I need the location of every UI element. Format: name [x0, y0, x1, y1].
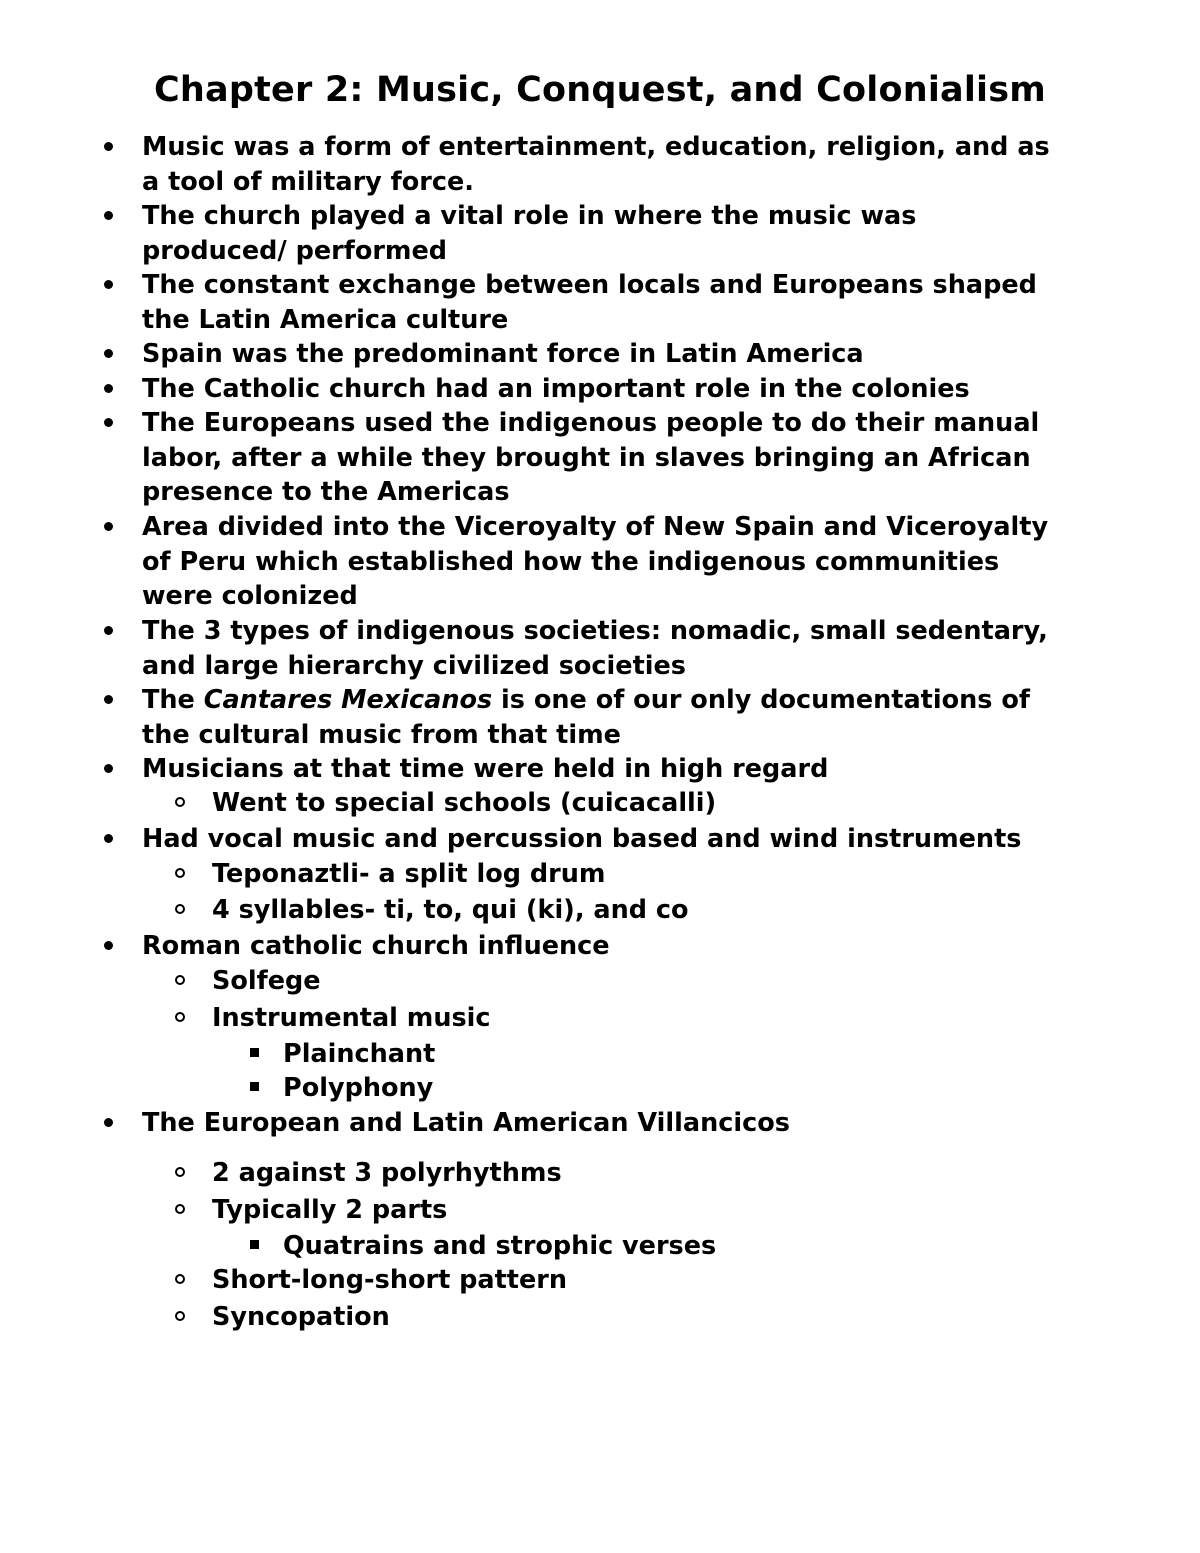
list-item: Spain was the predominant force in Latin America [142, 339, 864, 369]
bullet-circle-icon [175, 1012, 185, 1022]
list-item: Music was a form of entertainment, education, religion, and as a tool of military force. [142, 132, 1050, 197]
bullet-circle-icon [175, 1167, 185, 1177]
list-item: Had vocal music and percussion based and wind instruments [142, 824, 1022, 854]
bullet-dot-icon [104, 941, 113, 950]
sub-list-item: 2 against 3 polyrhythms [212, 1158, 562, 1188]
sub-list-item: Short-long-short pattern [212, 1265, 567, 1295]
sub-list-item: Syncopation [212, 1302, 390, 1332]
bullet-circle-icon [175, 797, 185, 807]
bullet-dot-icon [104, 695, 113, 704]
list-item: Area divided into the Viceroyalty of New Spain and Viceroyalty of Peru which established how the indigenous communities were colonized [142, 512, 1049, 611]
bullet-circle-icon [175, 904, 185, 914]
bullet-dot-icon [104, 211, 113, 220]
sub-list-item: Went to special schools (cuicacalli) [212, 788, 717, 818]
list-item: The church played a vital role in where the music was produced/ performed [142, 201, 917, 266]
sub-list-item: Typically 2 parts [212, 1195, 448, 1225]
sub-list-item: 4 syllables- ti, to, qui (ki), and co [212, 895, 689, 925]
bullet-circle-icon [175, 868, 185, 878]
bullet-dot-icon [104, 1118, 113, 1127]
list-item: Musicians at that time were held in high regard [142, 754, 829, 784]
bullet-dot-icon [104, 522, 113, 531]
book-title: Cantares Mexicanos [203, 685, 493, 715]
bullet-dot-icon [104, 626, 113, 635]
sub-sub-list-item: Polyphony [283, 1073, 434, 1103]
bullet-dot-icon [104, 834, 113, 843]
bullet-dot-icon [104, 418, 113, 427]
sub-list-item: Teponaztli- a split log drum [212, 859, 606, 889]
list-item: The Cantares Mexicanos is one of our only documentations of the cultural music from that time [142, 685, 1030, 750]
bullet-square-icon [250, 1240, 259, 1249]
list-item: The European and Latin American Villancicos [142, 1108, 790, 1138]
sub-list-item: Solfege [212, 966, 321, 996]
bullet-dot-icon [104, 384, 113, 393]
bullet-dot-icon [104, 142, 113, 151]
list-item: The Catholic church had an important role in the colonies [142, 374, 970, 404]
bullet-square-icon [250, 1082, 259, 1091]
list-item: The Europeans used the indigenous people to do their manual labor, after a while they brought in slaves bringing an African presence to the Americas [142, 408, 1040, 507]
bullet-circle-icon [175, 1204, 185, 1214]
bullet-square-icon [250, 1048, 259, 1057]
bullet-circle-icon [175, 1311, 185, 1321]
list-item: The 3 types of indigenous societies: nomadic, small sedentary, and large hierarchy civilized societies [142, 616, 1048, 681]
bullet-circle-icon [175, 1274, 185, 1284]
bullet-dot-icon [104, 349, 113, 358]
sub-list-item: Instrumental music [212, 1003, 491, 1033]
bullet-circle-icon [175, 975, 185, 985]
list-item: The constant exchange between locals and Europeans shaped the Latin America culture [142, 270, 1037, 335]
list-item: Roman catholic church influence [142, 931, 610, 961]
sub-sub-list-item: Quatrains and strophic verses [283, 1231, 717, 1261]
page-title: Chapter 2: Music, Conquest, and Colonialism [154, 70, 1046, 110]
bullet-dot-icon [104, 764, 113, 773]
bullet-dot-icon [104, 280, 113, 289]
sub-sub-list-item: Plainchant [283, 1039, 436, 1069]
